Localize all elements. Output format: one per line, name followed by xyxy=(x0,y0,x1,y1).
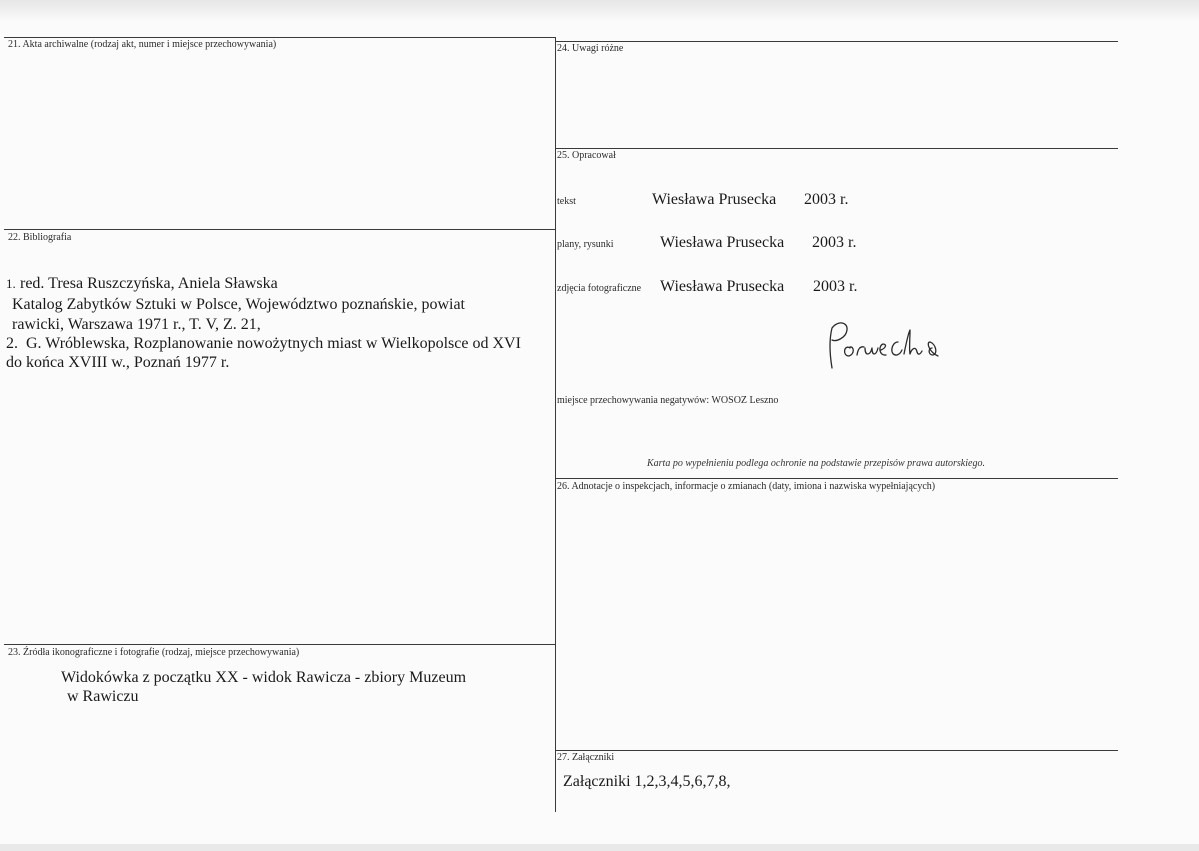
section-22-label: 22. Bibliografia xyxy=(8,232,72,243)
author-row-photos-year: 2003 r. xyxy=(813,278,858,295)
author-row-photos-name: Wiesława Prusecka xyxy=(660,278,785,295)
author-row-plans-year: 2003 r. xyxy=(812,234,857,251)
rule-24-top xyxy=(556,41,1118,42)
section-23-label: 23. Źródła ikonograficzne i fotografie (rodzaj, miejsce przechowywania) xyxy=(8,647,300,658)
section-24-label: 24. Uwagi różne xyxy=(557,43,624,54)
author-signature xyxy=(820,318,980,374)
author-row-text-year: 2003 r. xyxy=(804,191,849,208)
bibliography-item-2-number: 2. xyxy=(6,335,18,352)
scan-top-shadow xyxy=(0,0,1199,22)
scan-bottom-edge xyxy=(0,844,1199,851)
bibliography-item-2-line-2: do końca XVIII w., Poznań 1977 r. xyxy=(6,354,230,371)
bibliography-item-2-line-1: G. Wróblewska, Rozplanowanie nowożytnych miast w Wielkopolsce od XVI xyxy=(26,335,521,352)
section-27-label: 27. Załączniki xyxy=(557,752,615,763)
author-row-text-label: tekst xyxy=(557,196,576,207)
column-divider xyxy=(555,37,556,812)
bibliography-item-2 xyxy=(6,334,546,376)
section-21-label: 21. Akta archiwalne (rodzaj akt, numer i miejsce przechowywania) xyxy=(8,39,277,50)
rule-22-top xyxy=(4,229,556,230)
section-26-label: 26. Adnotacje o inspekcjach, informacje o zmianach (daty, imiona i nazwiska wypełniających) xyxy=(557,481,936,492)
iconographic-source-line-1: Widokówka z początku XX - widok Rawicza - zbiory Muzeum xyxy=(61,669,467,686)
author-row-photos-label: zdjęcia fotograficzne xyxy=(557,283,642,294)
rule-27-top xyxy=(556,750,1118,751)
bibliography-item-1-line-3: rawicki, Warszawa 1971 r., T. V, Z. 21, xyxy=(12,316,261,333)
bibliography-item-1-line-1: red. Tresa Ruszczyńska, Aniela Sławska xyxy=(20,275,278,292)
iconographic-source-line-2: w Rawiczu xyxy=(67,688,139,705)
rule-21-top xyxy=(4,37,556,38)
author-row-plans-name: Wiesława Prusecka xyxy=(660,234,785,251)
attachments-list: Załączniki 1,2,3,4,5,6,7,8, xyxy=(563,773,731,790)
bibliography-item-1-line-2: Katalog Zabytków Sztuki w Polsce, Województwo poznańskie, powiat xyxy=(12,296,465,313)
negatives-location: miejsce przechowywania negatywów: WOSOZ Leszno xyxy=(557,395,779,406)
rule-26-top xyxy=(556,478,1118,479)
author-row-text-name: Wiesława Prusecka xyxy=(652,191,777,208)
author-row-plans-label: plany, rysunki xyxy=(557,239,614,250)
rule-25-top xyxy=(556,148,1118,149)
bibliography-item-1 xyxy=(6,274,546,336)
rule-23-top xyxy=(4,644,556,645)
copyright-notice: Karta po wypełnieniu podlega ochronie na podstawie przepisów prawa autorskiego. xyxy=(647,458,985,469)
section-25-label: 25. Opracował xyxy=(557,150,616,161)
bibliography-item-1-number: 1. xyxy=(6,276,16,291)
